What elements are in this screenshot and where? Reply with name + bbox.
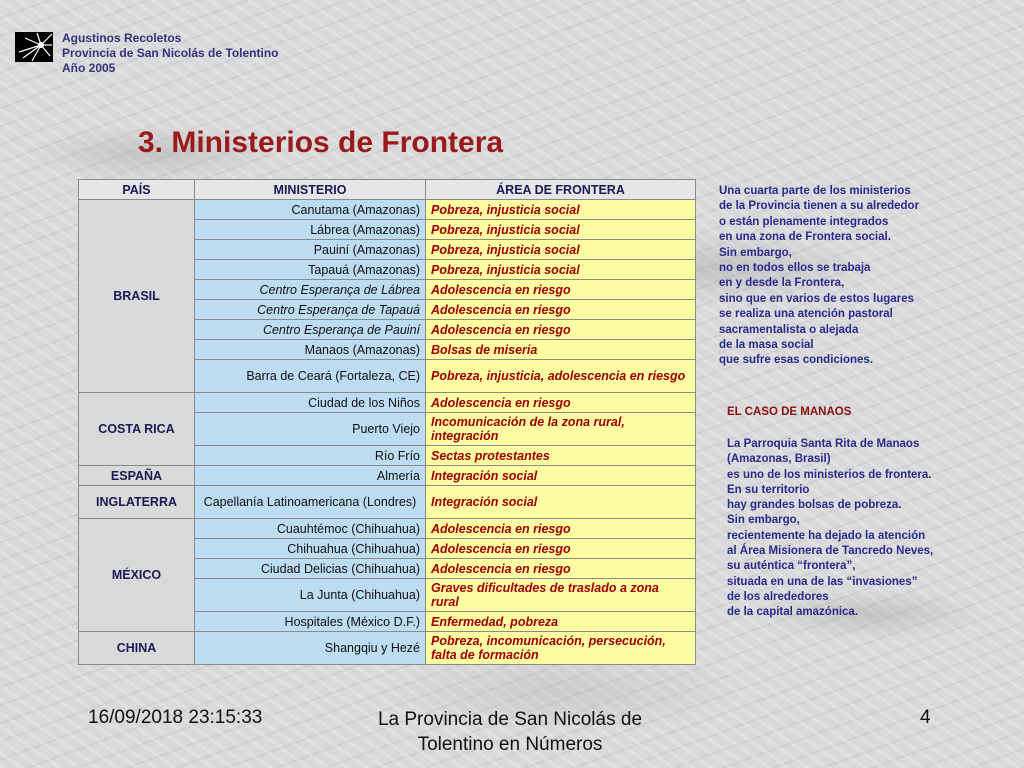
ministry-cell: Lábrea (Amazonas)	[195, 220, 426, 240]
ministry-cell: Chihuahua (Chihuahua)	[195, 539, 426, 559]
text-line: de la capital amazónica.	[727, 606, 859, 619]
text-line: no en todos ellos se trabaja	[719, 262, 871, 275]
table-row	[79, 393, 696, 413]
text-line: de los alrededores	[727, 590, 829, 603]
ministry-cell: Pauiní (Amazonas)	[195, 240, 426, 260]
area-cell: Adolescencia en riesgo	[426, 393, 696, 413]
header-line-1: Agustinos Recoletos	[62, 31, 182, 45]
text-line: es uno de los ministerios de frontera.	[727, 468, 932, 481]
text-line: (Amazonas, Brasil)	[727, 453, 831, 466]
country-cell: INGLATERRA	[79, 486, 195, 519]
country-cell: ESPAÑA	[79, 466, 195, 486]
ministry-cell: Centro Esperança de Lábrea	[195, 280, 426, 300]
area-cell: Adolescencia en riesgo	[426, 539, 696, 559]
area-cell: Integración social	[426, 486, 696, 519]
country-cell: CHINA	[79, 632, 195, 665]
area-cell: Graves dificultades de traslado a zona rural	[426, 579, 696, 612]
text-line: que sufre esas condiciones.	[719, 354, 874, 367]
area-cell: Incomunicación de la zona rural, integración	[426, 413, 696, 446]
table-row	[79, 466, 696, 486]
ministry-cell: Hospitales (México D.F.)	[195, 612, 426, 632]
header-pais: PAÍS	[79, 180, 195, 200]
ministry-cell: Manaos (Amazonas)	[195, 340, 426, 360]
text-line: recientemente ha dejado la atención	[727, 529, 926, 542]
header-line-2: Provincia de San Nicolás de Tolentino	[62, 46, 279, 60]
ministry-cell: Capellanía Latinoamericana (Londres)	[195, 486, 426, 519]
page-title: 3. Ministerios de Frontera	[138, 126, 504, 159]
text-line: en una zona de Frontera social.	[719, 231, 891, 244]
country-cell: COSTA RICA	[79, 393, 195, 466]
ministry-cell: Shangqiu y Hezé	[195, 632, 426, 665]
text-line: al Área Misionera de Tancredo Neves,	[727, 545, 934, 558]
side-paragraph-1	[719, 184, 1019, 369]
text-line: sino que en varios de estos lugares	[719, 292, 914, 305]
table-header-row	[79, 180, 696, 200]
side-paragraph-2	[727, 437, 1022, 621]
ministry-cell: Tapauá (Amazonas)	[195, 260, 426, 280]
table-row	[79, 486, 696, 519]
text-line: situada en una de las “invasiones”	[727, 575, 918, 588]
area-cell: Adolescencia en riesgo	[426, 300, 696, 320]
logo-icon	[15, 32, 53, 62]
header-area: ÁREA DE FRONTERA	[426, 180, 696, 200]
footer-date: 16/09/2018 23:15:33	[88, 707, 263, 728]
text-line: hay grandes bolsas de pobreza.	[727, 499, 902, 512]
ministry-cell: Canutama (Amazonas)	[195, 200, 426, 220]
header-ministerio: MINISTERIO	[195, 180, 426, 200]
area-cell: Adolescencia en riesgo	[426, 519, 696, 539]
table-row	[79, 632, 696, 665]
ministry-cell: Barra de Ceará (Fortaleza, CE)	[195, 360, 426, 393]
ministry-cell: Cuauhtémoc (Chihuahua)	[195, 519, 426, 539]
text-line: La Parroquia Santa Rita de Manaos	[727, 438, 920, 450]
area-cell: Sectas protestantes	[426, 446, 696, 466]
area-cell: Bolsas de miseria	[426, 340, 696, 360]
text-line: En su territorio	[727, 483, 810, 496]
area-cell: Adolescencia en riesgo	[426, 559, 696, 579]
ministry-cell: Ciudad de los Niños	[195, 393, 426, 413]
area-cell: Pobreza, injusticia social	[426, 260, 696, 280]
ministry-cell: La Junta (Chihuahua)	[195, 579, 426, 612]
ministry-cell: Centro Esperança de Tapauá	[195, 300, 426, 320]
ministry-cell: Almería	[195, 466, 426, 486]
text-line: sacramentalista o alejada	[719, 323, 859, 336]
text-line: de la Provincia tienen a su alrededor	[719, 200, 920, 213]
ministry-cell: Río Frío	[195, 446, 426, 466]
header-block	[62, 31, 279, 76]
case-heading: EL CASO DE MANAOS	[727, 406, 852, 418]
area-cell: Adolescencia en riesgo	[426, 320, 696, 340]
table-row	[79, 519, 696, 539]
ministries-table	[78, 179, 696, 665]
country-cell: MÉXICO	[79, 519, 195, 632]
text-line: de la masa social	[719, 339, 814, 352]
area-cell: Pobreza, injusticia social	[426, 200, 696, 220]
page-number: 4	[920, 707, 931, 728]
text-line: Una cuarta parte de los ministerios	[719, 185, 911, 197]
text-line: Sin embargo,	[719, 246, 792, 259]
area-cell: Pobreza, injusticia, adolescencia en riesgo	[426, 360, 696, 393]
ministry-cell: Centro Esperança de Pauiní	[195, 320, 426, 340]
area-cell: Adolescencia en riesgo	[426, 280, 696, 300]
text-line: o están plenamente integrados	[719, 215, 889, 228]
text-line: su auténtica “frontera”,	[727, 560, 856, 573]
footer-title: La Provincia de San Nicolás de Tolentino en Números	[377, 709, 643, 755]
text-line: en y desde la Frontera,	[719, 277, 845, 290]
country-cell: BRASIL	[79, 200, 195, 393]
area-cell: Pobreza, injusticia social	[426, 240, 696, 260]
header-line-3: Año 2005	[62, 61, 116, 75]
text-line: Sin embargo,	[727, 514, 800, 527]
ministry-cell: Puerto Viejo	[195, 413, 426, 446]
area-cell: Enfermedad, pobreza	[426, 612, 696, 632]
area-cell: Pobreza, incomunicación, persecución, falta de formación	[426, 632, 696, 665]
area-cell: Integración social	[426, 466, 696, 486]
ministry-cell: Ciudad Delicias (Chihuahua)	[195, 559, 426, 579]
text-line: se realiza una atención pastoral	[719, 308, 893, 321]
table-row	[79, 200, 696, 220]
area-cell: Pobreza, injusticia social	[426, 220, 696, 240]
